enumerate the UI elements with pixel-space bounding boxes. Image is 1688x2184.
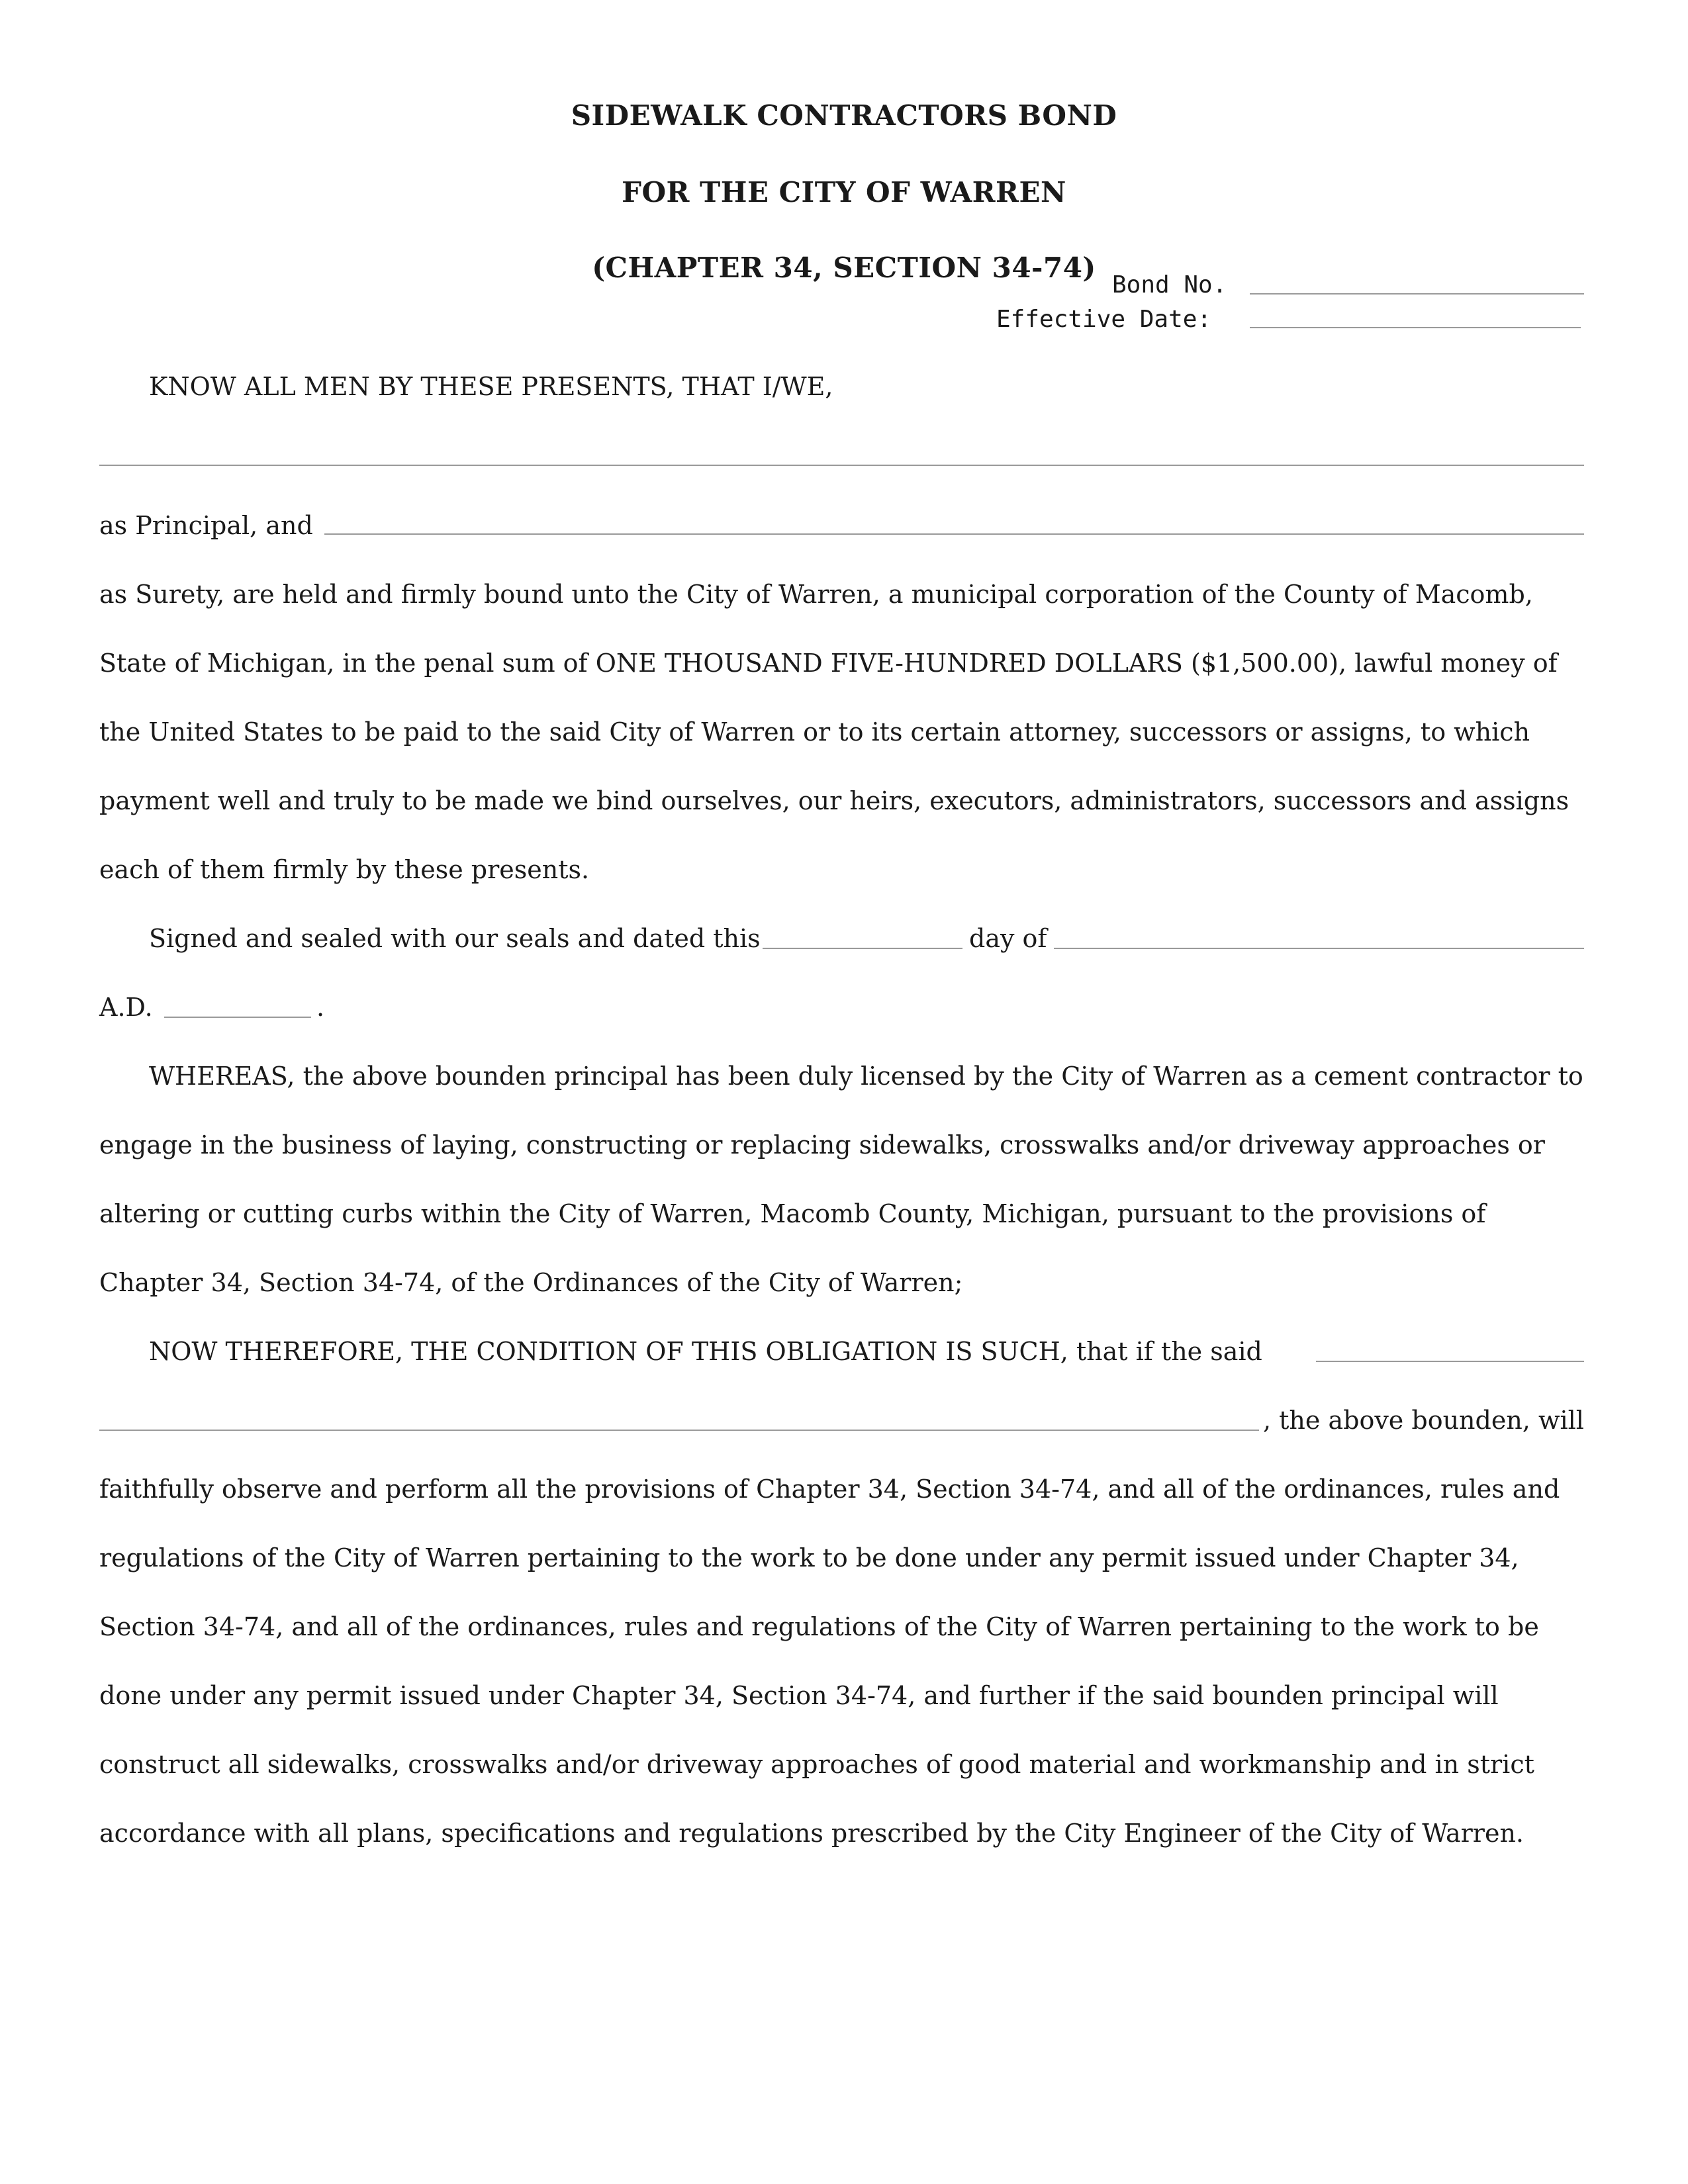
day-field[interactable] [763, 948, 962, 949]
surety-name-field[interactable] [324, 533, 1584, 535]
surety-line: the United States to be paid to the said City of Warren or to its certain attorney, successors or assigns, to which [99, 717, 1530, 747]
effective-date-field[interactable] [1250, 327, 1581, 328]
surety-line: as Surety, are held and firmly bound unto the City of Warren, a municipal corporation of the County of Macomb, [99, 580, 1533, 609]
know-all-statement: KNOW ALL MEN BY THESE PRESENTS, THAT I/WE, [149, 372, 833, 401]
day-of-text: day of [969, 924, 1047, 953]
condition-line: accordance with all plans, specifications and regulations prescribed by the City Engineer of the City of Warren. [99, 1819, 1524, 1848]
whereas-line: altering or cutting curbs within the City of Warren, Macomb County, Michigan, pursuant to the provisions of [99, 1199, 1486, 1228]
surety-line: payment well and truly to be made we bind ourselves, our heirs, executors, administrators, successors and assigns [99, 786, 1570, 815]
signed-sealed-text: Signed and sealed with our seals and dated this [149, 924, 761, 953]
surety-line: State of Michigan, in the penal sum of ONE THOUSAND FIVE-HUNDRED DOLLARS ($1,500.00), lawful money of [99, 649, 1558, 678]
month-field[interactable] [1054, 948, 1584, 949]
principal-name-field[interactable] [99, 465, 1584, 466]
now-therefore-text: NOW THEREFORE, THE CONDITION OF THIS OBLIGATION IS SUCH, that if the said [149, 1337, 1262, 1366]
said-name-field[interactable] [1316, 1361, 1584, 1362]
condition-line: regulations of the City of Warren pertaining to the work to be done under any permit issued under Chapter 34, [99, 1543, 1519, 1572]
condition-line: construct all sidewalks, crosswalks and/or driveway approaches of good material and workmanship and in strict [99, 1750, 1534, 1779]
ad-label: A.D. [99, 993, 153, 1022]
chapter-reference: (CHAPTER 34, SECTION 34-74) [592, 251, 1096, 284]
effective-date-label: Effective Date: [996, 306, 1212, 333]
above-bounden-text: , the above bounden, will [1263, 1406, 1584, 1435]
bond-no-label: Bond No. [1112, 271, 1227, 298]
whereas-line: Chapter 34, Section 34-74, of the Ordinances of the City of Warren; [99, 1268, 963, 1297]
bounden-name-field[interactable] [99, 1430, 1259, 1431]
condition-line: done under any permit issued under Chapter 34, Section 34-74, and further if the said bounden principal will [99, 1681, 1499, 1710]
whereas-line: WHEREAS, the above bounden principal has been duly licensed by the City of Warren as a cement contractor to [149, 1062, 1583, 1091]
condition-line: faithfully observe and perform all the provisions of Chapter 34, Section 34-74, and all of the ordinances, rules and [99, 1475, 1560, 1504]
year-field[interactable] [164, 1017, 311, 1018]
ad-period: . [316, 993, 325, 1022]
surety-line: each of them firmly by these presents. [99, 855, 590, 884]
document-subtitle: FOR THE CITY OF WARREN [622, 176, 1066, 208]
condition-line: Section 34-74, and all of the ordinances, rules and regulations of the City of Warren pertaining to the work to be [99, 1612, 1539, 1641]
document-title: SIDEWALK CONTRACTORS BOND [571, 99, 1117, 132]
bond-no-field[interactable] [1250, 293, 1584, 295]
whereas-line: engage in the business of laying, constructing or replacing sidewalks, crosswalks and/or driveway approaches or [99, 1130, 1545, 1160]
principal-label: as Principal, and [99, 511, 313, 540]
